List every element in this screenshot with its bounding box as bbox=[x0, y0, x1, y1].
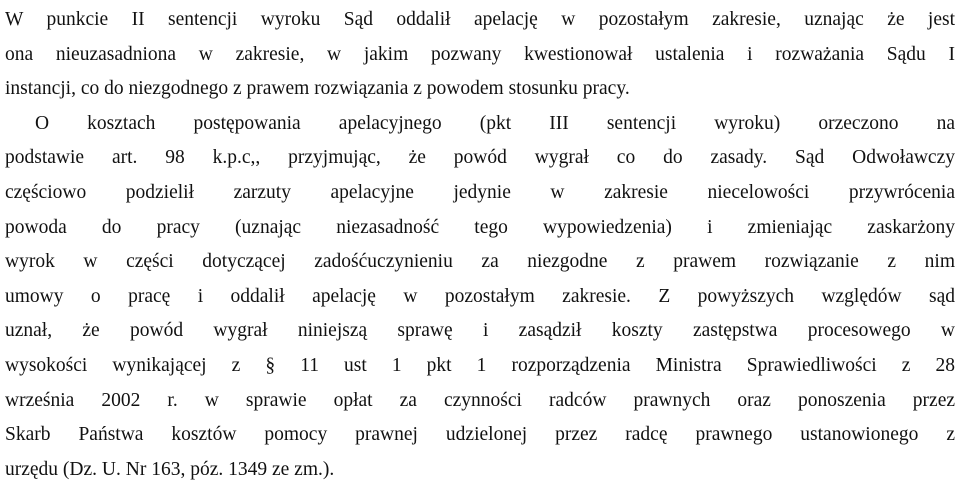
text-line: ona nieuzasadniona w zakresie, w jakim pozwany kwestionował ustalenia i rozważania Sądu I bbox=[5, 43, 955, 65]
text-line: umowy o pracę i oddalił apelację w pozostałym zakresie. Z powyższych względów sąd bbox=[5, 285, 955, 307]
text-line: podstawie art. 98 k.p.c,, przyjmując, że powód wygrał co do zasady. Sąd Odwoławczy bbox=[5, 147, 955, 169]
text-line: instancji, co do niezgodnego z prawem rozwiązania z powodem stosunku pracy. bbox=[5, 78, 630, 100]
paragraph-verdict-point-two bbox=[5, 3, 955, 107]
text-line: O kosztach postępowania apelacyjnego (pkt III sentencji wyroku) orzeczono na bbox=[35, 112, 955, 134]
text-line: powoda do pracy (uznając niezasadność tego wypowiedzenia) i zmieniając zaskarżony bbox=[5, 216, 955, 238]
text-line: urzędu (Dz. U. Nr 163, póz. 1349 ze zm.). bbox=[5, 458, 335, 480]
text-line: W punkcie II sentencji wyroku Sąd oddalił apelację w pozostałym zakresie, uznając że jest bbox=[5, 9, 955, 30]
paragraph-appeal-costs bbox=[5, 107, 955, 487]
text-line: września 2002 r. w sprawie opłat za czynności radców prawnych oraz ponoszenia przez bbox=[5, 389, 955, 411]
text-line: częściowo podzielił zarzuty apelacyjne jedynie w zakresie niecelowości przywrócenia bbox=[5, 181, 955, 203]
document-page bbox=[5, 3, 955, 487]
text-line: Skarb Państwa kosztów pomocy prawnej udzielonej przez radcę prawnego ustanowionego z bbox=[5, 424, 955, 446]
text-line: wyrok w części dotyczącej zadośćuczynieniu za niezgodne z prawem rozwiązanie z nim bbox=[5, 251, 955, 273]
text-line: uznał, że powód wygrał niniejszą sprawę i zasądził koszty zastępstwa procesowego w bbox=[5, 320, 955, 342]
text-line: wysokości wynikającej z § 11 ust 1 pkt 1 rozporządzenia Ministra Sprawiedliwości z 28 bbox=[5, 354, 955, 376]
